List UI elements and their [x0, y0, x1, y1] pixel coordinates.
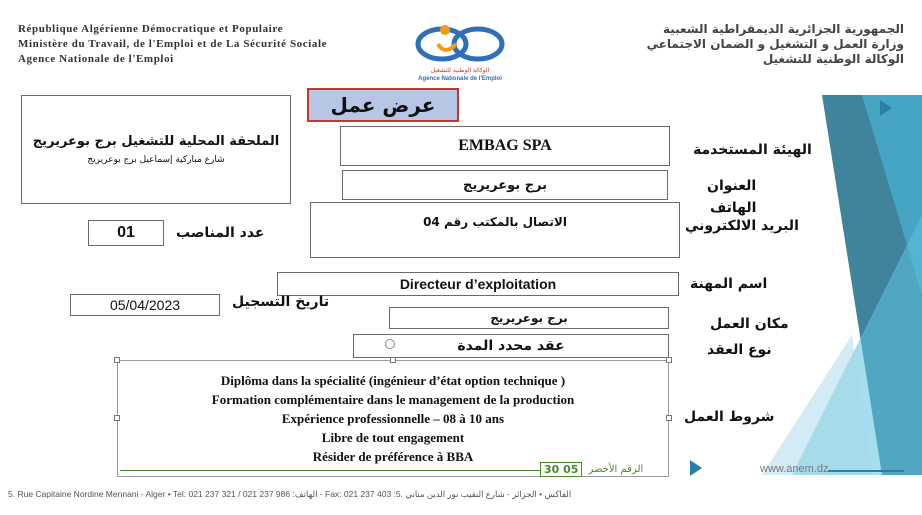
header-arabic	[647, 22, 904, 67]
workplace-value-box	[389, 307, 669, 329]
job-label: اسم المهنة	[690, 276, 768, 292]
agency-box	[21, 95, 291, 204]
workplace-label: مكان العمل	[710, 316, 789, 332]
positions-value: 01	[117, 224, 135, 241]
condition-item: Résider de préférence à BBA	[312, 449, 474, 464]
phone-label: الهاتف	[710, 200, 757, 216]
address-value: برج بوعريريج	[462, 177, 548, 193]
selection-handle[interactable]	[666, 415, 672, 421]
agency-address: شارع مباركية إسماعيل برج بوعريريج	[87, 155, 225, 165]
blue-arrow-bottom	[690, 460, 702, 476]
job-value: Directeur d’exploitation	[399, 276, 557, 292]
condition-item: Formation complémentaire dans le management de la production	[211, 392, 575, 407]
footer-website: www.anem.dz	[760, 463, 829, 475]
condition-item: Diplôma dans la spécialité (ingénieur d’état option technique )	[220, 373, 566, 388]
agency-name: الملحقة المحلية للتشغيل برج بوعريريج	[32, 134, 280, 149]
conditions-label: شروط العمل	[684, 409, 775, 425]
job-value-box	[277, 272, 679, 296]
condition-item: Libre de tout engagement	[321, 430, 465, 445]
green-label: الرقم الأخضر	[588, 463, 644, 475]
selection-handle[interactable]	[666, 357, 672, 363]
green-number-badge	[540, 462, 690, 476]
contact-value: الاتصال بالمكتب رقم 04	[423, 215, 567, 229]
address-value-box	[342, 170, 668, 200]
employer-label: الهيئة المستخدمة	[693, 142, 812, 158]
logo-ar-text: الوكالة الوطنية للتشغيل	[430, 67, 490, 74]
contact-value-box	[310, 202, 680, 258]
conditions-box[interactable]	[117, 360, 669, 477]
anem-logo	[400, 22, 520, 90]
date-value-box	[70, 294, 220, 316]
contract-label: نوع العقد	[707, 342, 772, 358]
selection-handle[interactable]	[114, 357, 120, 363]
address-label: العنوان	[707, 178, 757, 194]
header-fr-line2: Ministère du Travail, de l'Emploi et de La Sécurité Sociale	[18, 38, 328, 50]
header-ar-line1: الجمهورية الجزائرية الديمقراطية الشعبية	[662, 22, 904, 36]
employer-value-box	[340, 126, 670, 166]
condition-item: Expérience professionnelle – 08 à 10 ans	[281, 411, 505, 426]
header-ar-line3: الوكالة الوطنية للتشغيل	[762, 52, 904, 66]
header-ar-line2: وزارة العمل و التشغيل و الضمان الاجتماعي	[646, 37, 904, 51]
page-title-text: عرض عمل	[330, 93, 436, 117]
footer-green-line	[120, 470, 540, 471]
positions-label: عدد المناصب	[176, 225, 265, 241]
employer-value: EMBAG SPA	[458, 137, 552, 154]
email-label: البريد الالكتروني	[685, 218, 799, 234]
rotate-handle-icon[interactable]	[385, 339, 395, 349]
workplace-value: برج بوعريريج	[490, 311, 568, 325]
selection-handle[interactable]	[114, 415, 120, 421]
contract-value-box	[353, 334, 669, 358]
anem-logo-icon	[412, 22, 508, 62]
contract-value: عقد محدد المدة	[457, 338, 565, 354]
logo-fr-text: Agence Nationale de l'Emploi	[418, 76, 502, 82]
footer-address: 5. Rue Capitaine Nordine Mennani - Alger • Tel: 021 237 321 / 021 237 986 :الهاتف - Fax: 021 237 403 :الفاكس • الجزائر - شارع النقيب نور الدين مناني .5	[8, 489, 572, 499]
green-number: 30 05	[540, 462, 582, 477]
blue-arrow-top	[880, 100, 892, 116]
date-value: 05/04/2023	[109, 297, 181, 313]
header-french	[18, 22, 327, 67]
page-title	[307, 88, 459, 122]
positions-value-box	[88, 220, 164, 246]
header-fr-line1: République Algérienne Démocratique et Populaire	[18, 23, 284, 35]
header-fr-line3: Agence Nationale de l'Emploi	[18, 53, 174, 65]
selection-handle[interactable]	[390, 357, 396, 363]
footer-blue-line	[828, 470, 904, 472]
date-label: تاريخ التسجيل	[232, 294, 330, 310]
